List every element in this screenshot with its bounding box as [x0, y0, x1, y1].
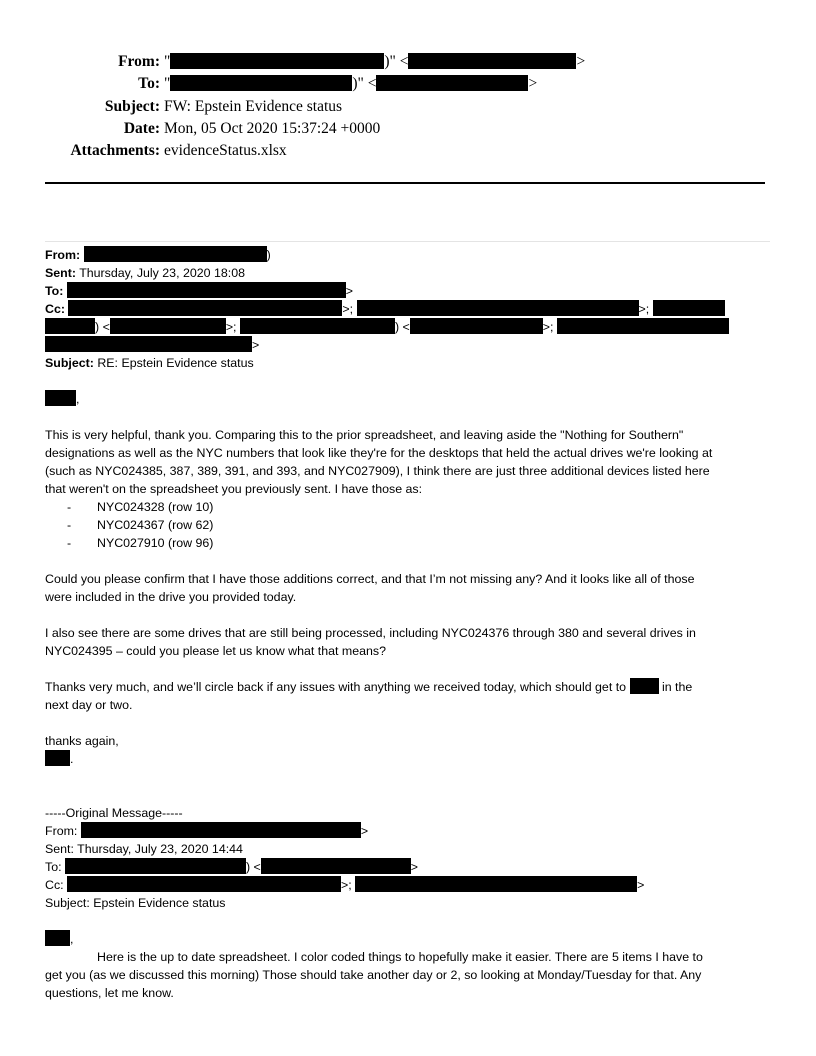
reply-cc-row-2: ) < >; ) < >; — [45, 318, 765, 336]
redaction — [45, 930, 70, 946]
reply-cc-row: Cc: >; >; — [45, 300, 765, 318]
list-item-text: NYC027910 (row 96) — [97, 536, 214, 550]
original-body-line-2: get you (as we discussed this morning) Those should take another day or 2, so looking at Monday/Tuesday for that. Any — [45, 968, 702, 982]
original-from-label: From: — [45, 824, 78, 838]
reply-sent-label: Sent: — [45, 266, 76, 280]
reply-cc-row-3: > — [45, 336, 765, 354]
header-attachments-label: Attachments: — [70, 142, 160, 159]
reply-paragraph-3-line-2: NYC024395 – could you please let us know what that means? — [45, 644, 386, 658]
original-sent-label: Sent: — [45, 842, 74, 856]
redaction — [357, 300, 639, 316]
header-subject-value: FW: Epstein Evidence status — [164, 98, 343, 115]
header-to-label: To: — [138, 75, 160, 92]
redaction — [630, 678, 659, 694]
redaction — [67, 282, 346, 298]
original-body-line-3: questions, let me know. — [45, 986, 174, 1000]
original-to-row: To: ) < > — [45, 860, 419, 874]
list-item-text: NYC024328 (row 10) — [97, 500, 214, 514]
reply-paragraph-1-line-1: This is very helpful, thank you. Comparing this to the prior spreadsheet, and leaving aside the "Nothing for Southern" — [45, 428, 684, 442]
reply-paragraph-2-line-2: were included in the drive you provided today. — [45, 590, 297, 604]
header-from-value: " )" < > — [164, 53, 586, 70]
reply-paragraph-4-line-2: next day or two. — [45, 698, 133, 712]
redaction — [45, 750, 70, 766]
reply-salutation: , — [45, 390, 765, 408]
original-sent-row — [45, 840, 765, 858]
redaction — [81, 822, 361, 838]
reply-paragraph-1-line-3: (such as NYC024385, 387, 389, 391, and 393, and NYC027909), I think there are just three additional devices listed here — [45, 464, 710, 478]
reply-signature: . — [45, 750, 765, 768]
original-to-label: To: — [45, 860, 62, 874]
original-salutation: , — [45, 930, 765, 948]
list-item-text: NYC024367 (row 62) — [97, 518, 214, 532]
redaction — [65, 858, 246, 874]
reply-sent-value: Thursday, July 23, 2020 18:08 — [79, 266, 245, 280]
redaction — [410, 318, 543, 334]
redaction — [408, 53, 576, 69]
original-message-marker: -----Original Message----- — [45, 806, 183, 820]
original-subject-value: Epstein Evidence status — [93, 896, 226, 910]
reply-to-label: To: — [45, 284, 64, 298]
original-subject-row — [45, 894, 765, 912]
original-body-line-1: Here is the up to date spreadsheet. I color coded things to hopefully make it easier. There are 5 items I have to — [97, 950, 703, 964]
redaction — [653, 300, 725, 316]
reply-subject-label: Subject: — [45, 356, 94, 370]
redaction — [261, 858, 411, 874]
redaction — [45, 390, 76, 406]
header-attachment-link[interactable]: evidenceStatus.xlsx — [164, 142, 287, 159]
reply-paragraph-1-line-2: designations as well as the NYC numbers that look like they're for the desktops that held the actual drives we're looking at — [45, 446, 713, 460]
reply-paragraph-1-line-4: that weren't on the spreadsheet you previously sent. I have those as: — [45, 482, 423, 496]
redaction — [110, 318, 226, 334]
reply-subject-row — [45, 354, 765, 372]
list-item: - NYC024328 (row 10) — [67, 500, 214, 514]
header-date-label: Date: — [123, 120, 160, 137]
reply-paragraph-4-text-b: in the — [661, 680, 693, 694]
reply-paragraph-4-text-a: Thanks very much, and we’ll circle back if any issues with anything we received today, which should get to — [45, 680, 627, 694]
reply-from-row: From: ) — [45, 248, 271, 262]
reply-subject-value: RE: Epstein Evidence status — [97, 356, 254, 370]
redaction — [68, 300, 342, 316]
header-to-value: " )" < > — [164, 75, 538, 92]
reply-paragraph-3-line-1: I also see there are some drives that are still being processed, including NYC024376 through 380 and several drives in — [45, 626, 696, 640]
message-divider — [45, 241, 770, 242]
reply-to-row: To: > — [45, 284, 354, 298]
redaction — [67, 876, 341, 892]
header-from-label: From: — [118, 53, 160, 70]
original-subject-label: Subject: — [45, 896, 90, 910]
redaction — [170, 75, 352, 91]
header-subject-label: Subject: — [104, 98, 160, 115]
original-cc-row: Cc: >; > — [45, 878, 645, 892]
redaction — [355, 876, 637, 892]
redaction — [240, 318, 395, 334]
redaction — [376, 75, 528, 91]
header-divider — [45, 182, 765, 184]
list-item: - NYC027910 (row 96) — [67, 536, 214, 550]
redaction — [45, 318, 95, 334]
header-date-value: Mon, 05 Oct 2020 15:37:24 +0000 — [164, 120, 381, 137]
reply-signoff: thanks again, — [45, 734, 119, 748]
list-item: - NYC024367 (row 62) — [67, 518, 214, 532]
original-from-row: From: > — [45, 824, 369, 838]
redaction — [84, 246, 267, 262]
reply-from-label: From: — [45, 248, 81, 262]
redaction — [170, 53, 384, 69]
reply-cc-label: Cc: — [45, 302, 65, 316]
reply-paragraph-2-line-1: Could you please confirm that I have those additions correct, and that I’m not missing any? And it looks like all of those — [45, 572, 695, 586]
redaction — [45, 336, 252, 352]
original-cc-label: Cc: — [45, 878, 64, 892]
redaction — [557, 318, 729, 334]
reply-paragraph-4-line-1 — [45, 678, 765, 696]
reply-sent-row — [45, 264, 765, 282]
original-sent-value: Thursday, July 23, 2020 14:44 — [77, 842, 243, 856]
message-body — [45, 246, 765, 1002]
